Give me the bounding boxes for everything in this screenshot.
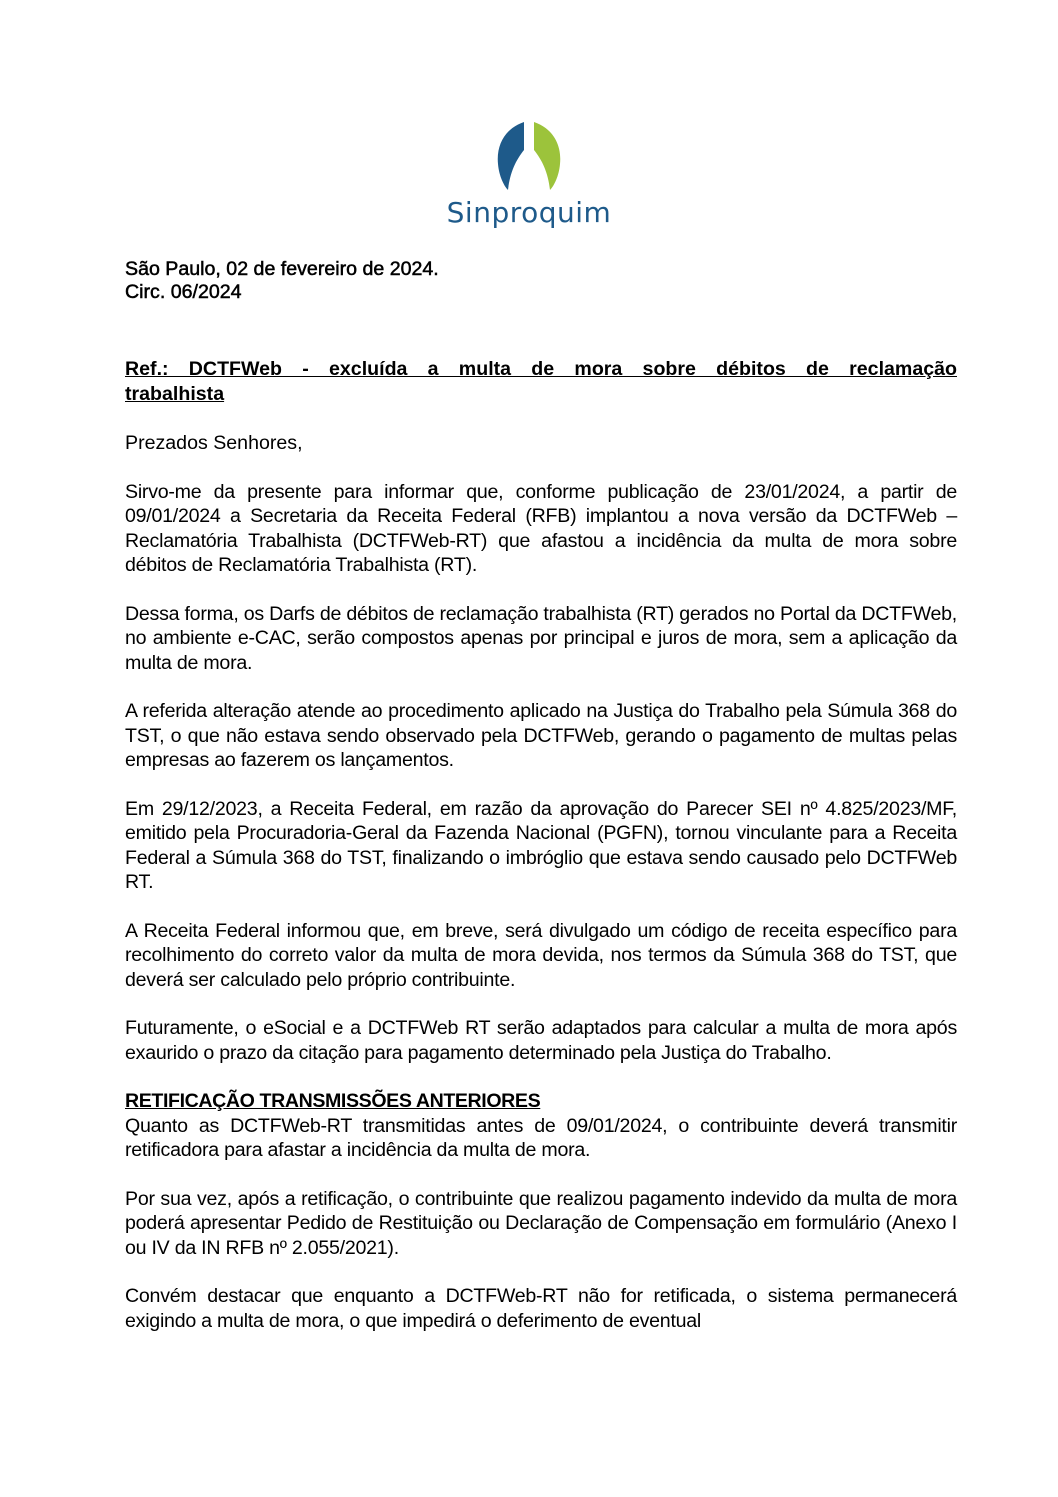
paragraph: A referida alteração atende ao procedimento aplicado na Justiça do Trabalho pela Súmula 368 do TST, o que não estava sendo observado pela DCTFWeb, gerando o pagamento de multas pelas empresas ao fazerem os lançamentos. xyxy=(125,700,957,771)
place-date: São Paulo, 02 de fevereiro de 2024. xyxy=(125,258,439,280)
section-paragraph: Quanto as DCTFWeb-RT transmitidas antes de 09/01/2024, o contribuinte deverá transmitir retificadora para afastar a incidência da multa de mora. xyxy=(125,1114,957,1161)
greeting: Prezados Senhores, xyxy=(125,432,303,454)
paragraph: Futuramente, o eSocial e a DCTFWeb RT serão adaptados para calcular a multa de mora após exaurido o prazo da citação para pagamento determinado pela Justiça do Trabalho. xyxy=(125,1017,957,1064)
reference-subject: Ref.: DCTFWeb - excluída a multa de mora sobre débitos de reclamação trabalhista xyxy=(125,358,957,405)
letter-body xyxy=(125,258,957,1333)
letterhead-logo xyxy=(0,120,1058,229)
paragraph: Sirvo-me da presente para informar que, conforme publicação de 23/01/2024, a partir de 09/01/2024 a Secretaria da Receita Federal (RFB) implantou a nova versão da DCTFWeb – Reclamatória Trabalhista (DCTFWeb-RT) que afastou a incidência da multa de mora sobre débitos de Reclamatória Trabalhista (RT). xyxy=(125,480,957,576)
logo-green-leaf xyxy=(534,122,560,190)
paragraph: Em 29/12/2023, a Receita Federal, em razão da aprovação do Parecer SEI nº 4.825/2023/MF, emitido pela Procuradoria-Geral da Fazenda Nacional (PGFN), tornou vinculante para a Receita Federal a Súmula 368 do TST, finalizando o imbróglio que estava sendo causado pelo DCTFWeb RT. xyxy=(125,797,957,893)
logo-blue-leaf xyxy=(498,122,524,190)
section-paragraph: Por sua vez, após a retificação, o contribuinte que realizou pagamento indevido da multa de mora poderá apresentar Pedido de Restituição ou Declaração de Compensação em formulário (Anexo I ou IV da IN RFB nº 2.055/2021). xyxy=(125,1187,957,1259)
circular-number: Circ. 06/2024 xyxy=(125,281,242,303)
paragraph: Dessa forma, os Darfs de débitos de reclamação trabalhista (RT) gerados no Portal da DCTFWeb, no ambiente e-CAC, serão compostos apenas por principal e juros de mora, sem a aplicação da multa de mora. xyxy=(125,602,957,674)
paragraph: A Receita Federal informou que, em breve, será divulgado um código de receita específico para recolhimento do correto valor da multa de mora devida, nos termos da Súmula 368 do TST, que deverá ser calculado pelo próprio contribuinte. xyxy=(125,919,957,991)
logo-text: Sinproquim xyxy=(446,196,612,229)
section-title: RETIFICAÇÃO TRANSMISSÕES ANTERIORES xyxy=(125,1090,541,1112)
section-paragraph: Convém destacar que enquanto a DCTFWeb-RT não for retificada, o sistema permanecerá exigindo a multa de mora, o que impedirá o deferimento de eventual xyxy=(125,1285,957,1332)
sinproquim-logo-icon xyxy=(494,120,564,192)
